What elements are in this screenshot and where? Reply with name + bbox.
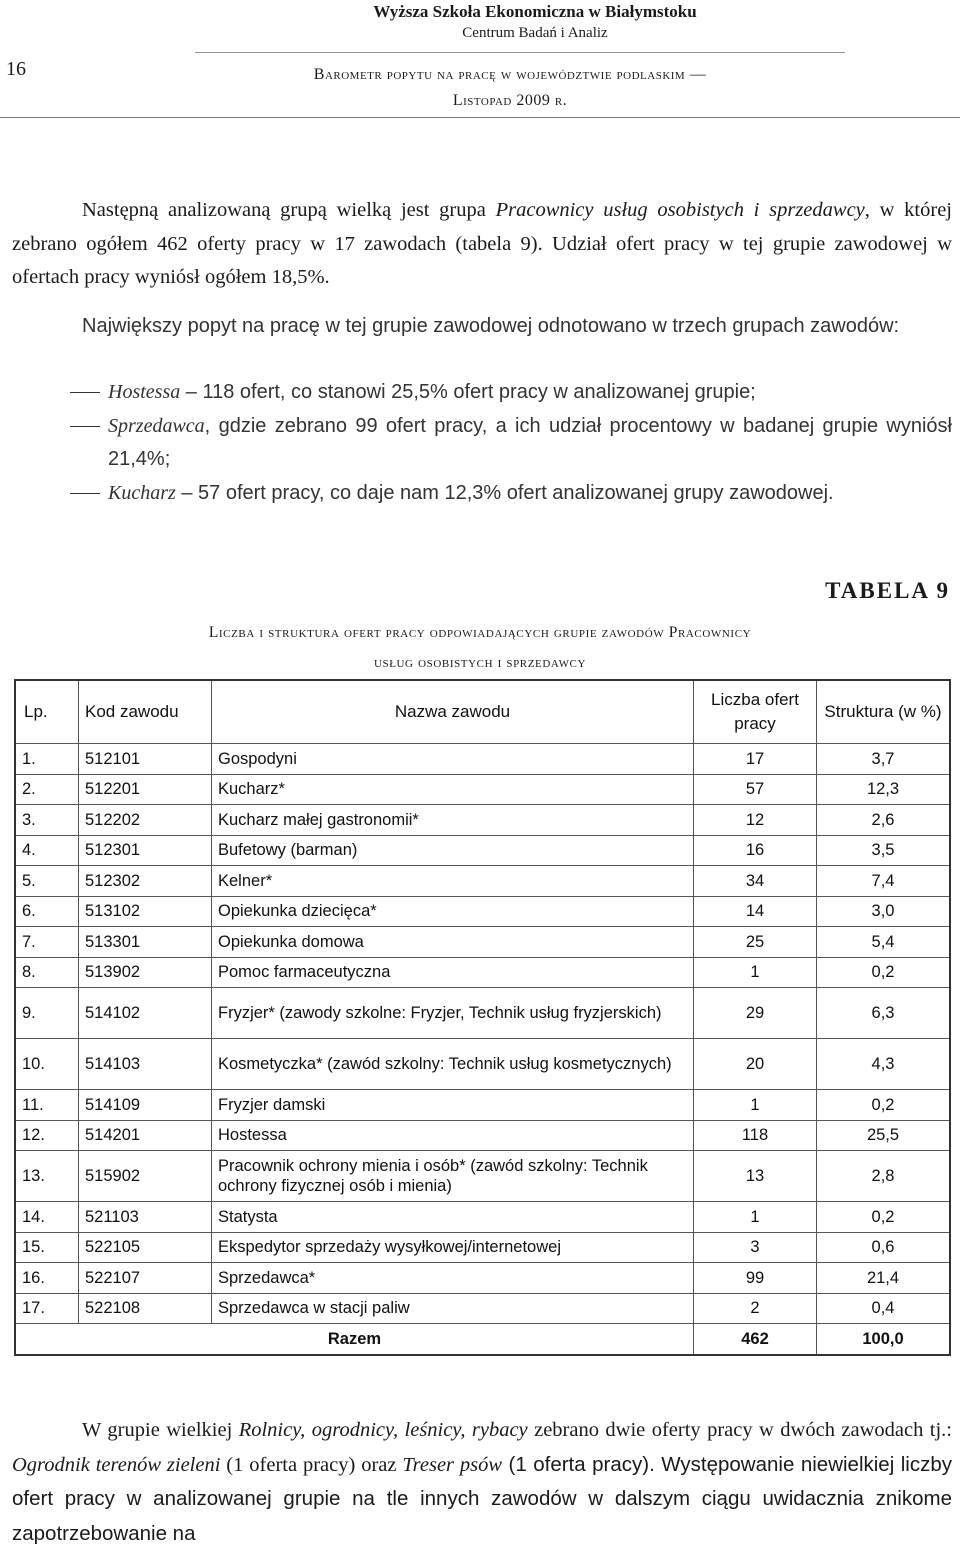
list-item-text: – 57 ofert pracy, co daje nam 12,3% ofert analizowanej grupy zawodowej. (175, 481, 834, 504)
table-row (15, 805, 950, 836)
header-nazwa: Nazwa zawodu (212, 680, 694, 744)
cell-kod: 515902 (79, 1151, 212, 1202)
cell-kod: 512202 (79, 805, 212, 836)
cell-nazwa: Opiekunka dziecięca* (212, 896, 694, 927)
group-name: Pracownicy usług osobistych i sprzedawcy (495, 199, 865, 221)
cell-lp: 9. (15, 988, 79, 1039)
cell-struktura: 7,4 (817, 866, 951, 897)
cell-struktura: 3,5 (817, 835, 951, 866)
total-label: Razem (15, 1324, 694, 1355)
cell-liczba: 13 (694, 1151, 817, 1202)
cell-kod: 521103 (79, 1202, 212, 1233)
table-row (15, 744, 950, 775)
center-name: Centrum Badań i Analiz (462, 25, 608, 41)
header-divider (0, 117, 960, 118)
cell-lp: 6. (15, 896, 79, 927)
cell-struktura: 21,4 (817, 1263, 951, 1294)
outro-text-a: W grupie wielkiej (82, 1419, 239, 1441)
table-row (15, 1120, 950, 1151)
intro-text-a: Następną analizowaną grupą wielką jest grupa (82, 199, 496, 221)
table-row (15, 1151, 950, 1202)
cell-kod: 512302 (79, 866, 212, 897)
cell-kod: 514201 (79, 1120, 212, 1151)
report-title-line1: Barometr popytu na pracę w województwie podlaskim — (313, 66, 707, 83)
header-liczba: Liczba ofert pracy (694, 680, 817, 744)
cell-lp: 1. (15, 744, 79, 775)
cell-lp: 2. (15, 774, 79, 805)
occupations-table (14, 679, 951, 1356)
cell-nazwa: Pracownik ochrony mienia i osób* (zawód szkolny: Technik ochrony fizycznej osób i mienia) (212, 1151, 694, 1202)
cell-liczba: 34 (694, 866, 817, 897)
cell-liczba: 12 (694, 805, 817, 836)
cell-nazwa: Kucharz małej gastronomii* (212, 805, 694, 836)
table-row (15, 1263, 950, 1294)
cell-nazwa: Fryzjer* (zawody szkolne: Fryzjer, Technik usług fryzjerskich) (212, 988, 694, 1039)
cell-lp: 14. (15, 1202, 79, 1233)
cell-liczba: 20 (694, 1039, 817, 1090)
cell-kod: 522105 (79, 1232, 212, 1263)
cell-struktura: 6,3 (817, 988, 951, 1039)
table-caption-line2: usług osobistych i sprzedawcy (373, 654, 587, 671)
occupation-name: Kucharz (108, 481, 176, 504)
cell-liczba: 2 (694, 1293, 817, 1324)
cell-nazwa: Kelner* (212, 866, 694, 897)
cell-struktura: 0,2 (817, 1090, 951, 1121)
cell-kod: 522108 (79, 1293, 212, 1324)
intro-paragraph (12, 194, 952, 295)
cell-liczba: 25 (694, 927, 817, 958)
cell-struktura: 12,3 (817, 774, 951, 805)
cell-struktura: 0,4 (817, 1293, 951, 1324)
total-liczba: 462 (694, 1324, 817, 1355)
cell-struktura: 3,7 (817, 744, 951, 775)
dash-bullet (70, 426, 100, 427)
cell-nazwa: Sprzedawca w stacji paliw (212, 1293, 694, 1324)
occupation-name: Sprzedawca (108, 414, 205, 437)
outro-occupation-2: Treser psów (402, 1453, 503, 1476)
cell-lp: 12. (15, 1120, 79, 1151)
table-row (15, 1202, 950, 1233)
outro-text-b: zebrano dwie oferty pracy w dwóch zawodach tj.: (527, 1419, 952, 1441)
cell-lp: 10. (15, 1039, 79, 1090)
total-struktura: 100,0 (817, 1324, 951, 1355)
header-lp: Lp. (15, 680, 79, 744)
cell-struktura: 0,2 (817, 957, 951, 988)
cell-nazwa: Bufetowy (barman) (212, 835, 694, 866)
intro-text-b: , w której zebrano ogółem 462 oferty pracy w 17 zawodach (tabela 9). Udział ofert pracy w tej grupie zawodowej w ofertach pracy wyniósł ogółem 18,5%. (12, 199, 952, 288)
cell-nazwa: Sprzedawca* (212, 1263, 694, 1294)
header-divider-short (195, 52, 845, 53)
cell-lp: 15. (15, 1232, 79, 1263)
cell-liczba: 1 (694, 1090, 817, 1121)
cell-liczba: 99 (694, 1263, 817, 1294)
list-item (12, 410, 952, 477)
table-label: TABELA 9 (825, 578, 950, 603)
table-body (15, 744, 950, 1355)
table-total-row (15, 1324, 950, 1355)
cell-kod: 513301 (79, 927, 212, 958)
cell-kod: 513902 (79, 957, 212, 988)
dash-bullet (70, 392, 100, 393)
report-title-line2: Listopad 2009 r. (452, 92, 568, 109)
cell-struktura: 2,6 (817, 805, 951, 836)
table-row (15, 1039, 950, 1090)
cell-struktura: 0,2 (817, 1202, 951, 1233)
table-row (15, 988, 950, 1039)
top-occupations-list (12, 376, 952, 510)
cell-struktura: 5,4 (817, 927, 951, 958)
list-item (12, 477, 952, 511)
cell-struktura: 2,8 (817, 1151, 951, 1202)
table-row (15, 835, 950, 866)
header-struktura: Struktura (w %) (817, 680, 951, 744)
closing-paragraph (12, 1414, 952, 1551)
cell-lp: 3. (15, 805, 79, 836)
cell-liczba: 29 (694, 988, 817, 1039)
demand-paragraph: Największy popyt na pracę w tej grupie zawodowej odnotowano w trzech grupach zawodów: (82, 315, 900, 337)
table-row (15, 1232, 950, 1263)
cell-lp: 4. (15, 835, 79, 866)
cell-lp: 17. (15, 1293, 79, 1324)
cell-kod: 514103 (79, 1039, 212, 1090)
cell-lp: 5. (15, 866, 79, 897)
cell-kod: 514109 (79, 1090, 212, 1121)
report-title (140, 62, 880, 114)
page-header (0, 0, 960, 118)
cell-nazwa: Pomoc farmaceutyczna (212, 957, 694, 988)
dash-bullet (70, 493, 100, 494)
cell-liczba: 14 (694, 896, 817, 927)
cell-kod: 513102 (79, 896, 212, 927)
cell-struktura: 3,0 (817, 896, 951, 927)
cell-nazwa: Fryzjer damski (212, 1090, 694, 1121)
list-item-text: , gdzie zebrano 99 ofert pracy, a ich udział procentowy w badanej grupie wyniósł 21,4%; (108, 414, 952, 470)
table-row (15, 866, 950, 897)
cell-liczba: 1 (694, 1202, 817, 1233)
cell-struktura: 0,6 (817, 1232, 951, 1263)
cell-liczba: 57 (694, 774, 817, 805)
cell-lp: 7. (15, 927, 79, 958)
cell-kod: 522107 (79, 1263, 212, 1294)
page-number: 16 (6, 58, 26, 80)
cell-lp: 11. (15, 1090, 79, 1121)
outro-text-c: (1 oferta pracy) oraz (220, 1453, 403, 1476)
occupation-name: Hostessa (108, 381, 181, 403)
list-item (12, 376, 952, 410)
cell-nazwa: Gospodyni (212, 744, 694, 775)
cell-kod: 514102 (79, 988, 212, 1039)
cell-nazwa: Hostessa (212, 1120, 694, 1151)
cell-lp: 16. (15, 1263, 79, 1294)
table-row (15, 774, 950, 805)
cell-nazwa: Opiekunka domowa (212, 927, 694, 958)
cell-struktura: 4,3 (817, 1039, 951, 1090)
cell-liczba: 17 (694, 744, 817, 775)
cell-nazwa: Statysta (212, 1202, 694, 1233)
table-row (15, 1293, 950, 1324)
table-row (15, 1090, 950, 1121)
cell-liczba: 16 (694, 835, 817, 866)
list-item-text: – 118 ofert, co stanowi 25,5% ofert pracy w analizowanej grupie; (180, 381, 756, 403)
cell-liczba: 3 (694, 1232, 817, 1263)
institution-name: Wyższa Szkoła Ekonomiczna w Białymstoku (373, 2, 697, 21)
cell-nazwa: Kucharz* (212, 774, 694, 805)
cell-liczba: 1 (694, 957, 817, 988)
cell-lp: 8. (15, 957, 79, 988)
table-row (15, 896, 950, 927)
cell-lp: 13. (15, 1151, 79, 1202)
header-kod: Kod zawodu (79, 680, 212, 744)
table-row (15, 957, 950, 988)
cell-kod: 512101 (79, 744, 212, 775)
outro-text-d: (1 oferta pracy). Występowanie niewielkiej liczby ofert pracy w analizowanej grupie na tle innych zawodów w dalszym ciągu uwidacznia znikome zapotrzebowanie na (12, 1452, 952, 1545)
cell-liczba: 118 (694, 1120, 817, 1151)
outro-group-name: Rolnicy, ogrodnicy, leśnicy, rybacy (238, 1419, 528, 1441)
cell-kod: 512301 (79, 835, 212, 866)
outro-occupation-1: Ogrodnik terenów zieleni (12, 1453, 221, 1476)
cell-nazwa: Kosmetyczka* (zawód szkolny: Technik usług kosmetycznych) (212, 1039, 694, 1090)
cell-struktura: 25,5 (817, 1120, 951, 1151)
cell-kod: 512201 (79, 774, 212, 805)
cell-nazwa: Ekspedytor sprzedaży wysyłkowej/internetowej (212, 1232, 694, 1263)
table-caption-line1: Liczba i struktura ofert pracy odpowiadających grupie zawodów Pracownicy (208, 624, 752, 641)
table-header-row (15, 680, 950, 744)
table-row (15, 927, 950, 958)
table-caption (20, 618, 940, 678)
